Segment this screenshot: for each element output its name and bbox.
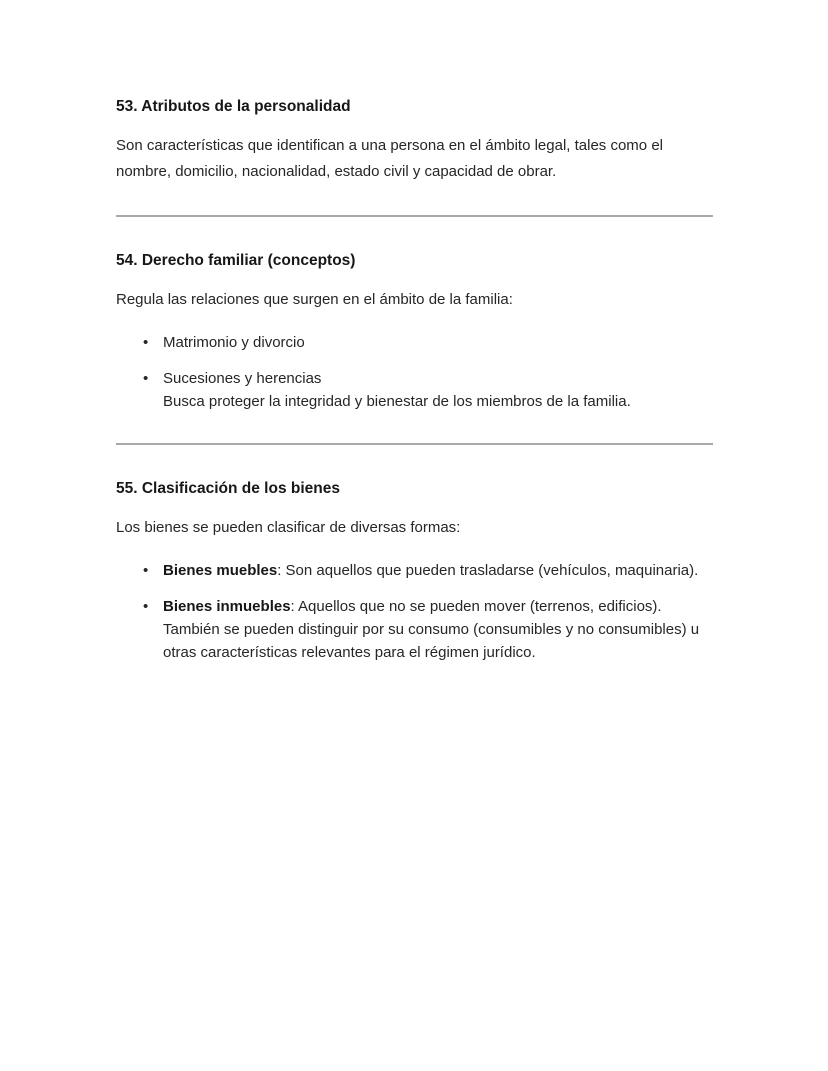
bullet-list: [116, 559, 713, 664]
bullet-continuation-text: Busca proteger la integridad y bienestar de los miembros de la familia.: [163, 393, 631, 410]
bullet-text: Sucesiones y herencias: [163, 370, 322, 387]
section-divider: [116, 215, 713, 217]
list-item: [116, 331, 713, 354]
bullet-text: : Son aquellos que pueden trasladarse (vehículos, maquinaria).: [277, 562, 699, 579]
bullet-text: : Aquellos que no se pueden mover (terrenos, edificios). También se pueden distinguir por su consumo (consumibles y no consumibles) u otras características relevantes para el régimen jurídico.: [163, 598, 700, 661]
bullet-content: [163, 331, 713, 354]
bullet-text: Matrimonio y divorcio: [163, 334, 305, 351]
section-body: Los bienes se pueden clasificar de diversas formas:: [116, 519, 461, 536]
bullet-term: Bienes inmuebles: [163, 598, 291, 615]
section-atributos-personalidad: [116, 96, 713, 185]
section-divider: [116, 443, 713, 445]
bullet-list: [116, 331, 713, 413]
bullet-icon: •: [143, 598, 149, 615]
bullet-icon: •: [143, 334, 149, 351]
list-item: [116, 595, 713, 664]
section-heading: 55. Clasificación de los bienes: [116, 480, 340, 497]
list-item: [116, 559, 713, 582]
section-body: Son características que identifican a una persona en el ámbito legal, tales como el nombre, domicilio, nacionalidad, estado civil y capacidad de obrar.: [116, 137, 663, 180]
bullet-content: [163, 595, 713, 664]
bullet-icon: •: [143, 562, 149, 579]
section-heading: 54. Derecho familiar (conceptos): [116, 252, 356, 269]
list-item: [116, 367, 713, 413]
bullet-term: Bienes muebles: [163, 562, 278, 579]
section-body: Regula las relaciones que surgen en el ámbito de la familia:: [116, 291, 513, 308]
bullet-content: [163, 367, 713, 413]
section-derecho-familiar: [116, 250, 713, 413]
bullet-icon: •: [143, 370, 149, 387]
bullet-content: [163, 559, 713, 582]
section-clasificacion-bienes: [116, 478, 713, 664]
section-heading: 53. Atributos de la personalidad: [116, 98, 351, 115]
